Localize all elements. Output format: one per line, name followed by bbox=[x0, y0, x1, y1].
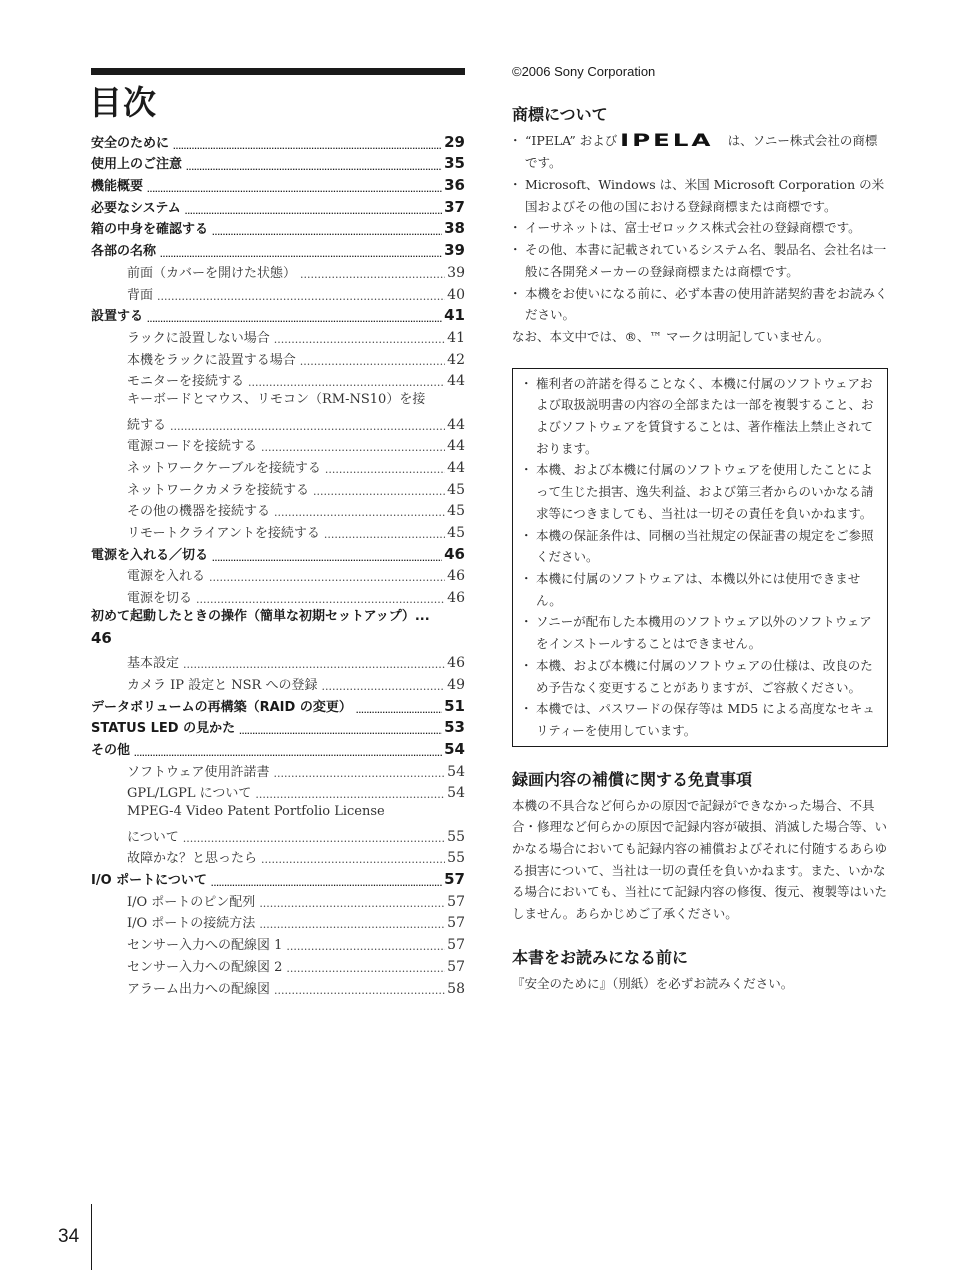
page-number-rule bbox=[91, 1204, 92, 1270]
toc-page-number: 40 bbox=[447, 286, 465, 303]
toc-leader-dots bbox=[248, 376, 445, 389]
toc-page-number: 57 bbox=[444, 870, 465, 889]
toc-page-number: 57 bbox=[447, 958, 465, 975]
notice-item: ・ 本機では、パスワードの保存等は MD5 による高度なセキュリティーを使用しています。 bbox=[523, 698, 879, 741]
toc-entry-title: について bbox=[127, 829, 179, 845]
toc-entry bbox=[91, 476, 465, 498]
toc-page-number: 54 bbox=[447, 785, 465, 802]
toc-page-number: 46 bbox=[444, 544, 465, 563]
table-of-contents bbox=[91, 68, 465, 997]
toc-page-number: 55 bbox=[447, 828, 465, 845]
toc-leader-dots bbox=[321, 680, 445, 693]
trademark-item-ipela: ・ “IPELA” および IPELA は、ソニー株式会社の商標です。 bbox=[512, 130, 888, 174]
toc-entry-title: 安全のために bbox=[91, 135, 170, 151]
toc-entry bbox=[91, 346, 465, 368]
toc-title: 目次 bbox=[89, 83, 157, 122]
toc-page-number: 41 bbox=[447, 329, 465, 346]
toc-entry bbox=[91, 411, 465, 433]
toc-entry bbox=[91, 866, 465, 888]
toc-page-number: 53 bbox=[444, 718, 465, 737]
before-reading-heading: 本書をお読みになる前に bbox=[512, 947, 689, 967]
toc-leader-dots bbox=[185, 208, 442, 216]
toc-leader-dots bbox=[324, 528, 445, 541]
toc-leader-dots bbox=[261, 441, 445, 454]
toc-entry bbox=[91, 172, 465, 194]
toc-entry bbox=[91, 584, 465, 606]
toc-entry-title: 本機をラックに設置する場合 bbox=[127, 352, 296, 368]
toc-page-number: 44 bbox=[447, 438, 465, 455]
toc-page-number: 57 bbox=[447, 893, 465, 910]
notice-box bbox=[512, 368, 888, 747]
toc-entry bbox=[91, 780, 465, 802]
toc-list bbox=[91, 129, 465, 997]
before-reading-body: 『安全のために』（別紙）を必ずお読みください。 bbox=[512, 975, 794, 991]
toc-entry-title: ネットワークケーブルを接続する bbox=[127, 461, 321, 476]
notice-item: ・ 権利者の許諾を得ることなく、本機に付属のソフトウェアおよび取扱説明書の内容の全部または一部を複製すること、およびソフトウェアを賃貸することは、著作権法上禁止されております。 bbox=[523, 373, 879, 460]
toc-leader-dots bbox=[300, 268, 445, 281]
toc-entry-title: カメラ IP 設定と NSR への登録 bbox=[127, 677, 318, 693]
toc-page-number: 44 bbox=[447, 416, 465, 433]
ipela-logo: IPELA bbox=[620, 130, 714, 151]
toc-entry bbox=[91, 823, 465, 845]
toc-leader-dots bbox=[157, 290, 445, 303]
toc-entry bbox=[91, 216, 465, 238]
disclaimer-body: 本機の不具合など何らかの原因で記録ができなかった場合、不具合・修理など何らかの原因で記録内容が破損、消滅した場合等、いかなる場合においても記録内容の補償およびそれに付随するあらゆる損害について、当社は一切の責任を負いかねます。また、いかなる場合においても、当社にて記録内容の修復、復元、複製等はいたしません。あらかじめご了承ください。 bbox=[512, 797, 888, 922]
toc-entry-title: 必要なシステム bbox=[91, 200, 181, 216]
toc-leader-dots bbox=[147, 316, 442, 324]
toc-page-number: 46 bbox=[447, 655, 465, 672]
toc-leader-dots bbox=[259, 897, 445, 910]
toc-entry-title: 電源を入れる bbox=[127, 569, 206, 585]
trademark-item: ・ その他、本書に記載されているシステム名、製品名、会社名は一般に各開発メーカーの登録商標または商標です。 bbox=[512, 239, 888, 282]
toc-leader-dots bbox=[286, 940, 445, 953]
toc-page-number: 39 bbox=[447, 264, 465, 281]
toc-leader-dots bbox=[186, 164, 442, 172]
toc-page-number: 46 bbox=[91, 628, 112, 647]
toc-entry bbox=[91, 324, 465, 346]
toc-leader-dots bbox=[196, 593, 445, 606]
toc-leader-dots bbox=[356, 707, 442, 715]
toc-page-number: 39 bbox=[444, 241, 465, 260]
toc-entry-title: 各部の名称 bbox=[91, 244, 157, 260]
toc-entry bbox=[91, 650, 465, 672]
toc-page-number: 36 bbox=[444, 176, 465, 195]
notice-list bbox=[523, 373, 879, 742]
copyright: ©2006 Sony Corporation bbox=[512, 64, 656, 79]
toc-leader-dots bbox=[286, 962, 445, 975]
toc-page-number: 55 bbox=[447, 850, 465, 867]
toc-entry-title: 電源を切る bbox=[127, 591, 193, 607]
disclaimer-heading: 録画内容の補償に関する免責事項 bbox=[512, 769, 753, 789]
toc-leader-dots bbox=[325, 463, 445, 476]
toc-leader-dots bbox=[274, 506, 445, 519]
trademark-item: ・ イーサネットは、富士ゼロックス株式会社の登録商標です。 bbox=[512, 217, 888, 239]
toc-entry-title: 基本設定 bbox=[127, 656, 180, 672]
toc-entry-title: リモートクライアントを接続する bbox=[127, 526, 320, 542]
trademark-item: ・ 本機をお使いになる前に、必ず本書の使用許諾契約書をお読みください。 bbox=[512, 283, 888, 326]
toc-leader-dots bbox=[274, 984, 445, 997]
toc-leader-dots bbox=[313, 485, 445, 498]
toc-entry-title: GPL/LGPL について bbox=[127, 786, 252, 802]
toc-page-number: 54 bbox=[447, 763, 465, 780]
toc-entry bbox=[91, 151, 465, 173]
toc-entry bbox=[91, 194, 465, 216]
toc-leader-dots bbox=[212, 555, 442, 563]
toc-leader-dots bbox=[147, 186, 442, 194]
notice-item: ・ ソニーが配布した本機用のソフトウェア以外のソフトウェアをインストールすることはできません。 bbox=[523, 611, 879, 654]
toc-leader-dots bbox=[183, 832, 445, 845]
toc-page-number: 54 bbox=[444, 739, 465, 758]
page-number: 34 bbox=[58, 1226, 80, 1247]
toc-entry bbox=[91, 563, 465, 585]
toc-leader-dots bbox=[239, 728, 442, 736]
toc-entry bbox=[91, 693, 465, 715]
toc-page-number: 57 bbox=[447, 915, 465, 932]
toc-entry bbox=[91, 845, 465, 867]
toc-entry-title: I/O ポートについて bbox=[91, 873, 207, 889]
toc-page-number: 51 bbox=[444, 696, 465, 715]
toc-entry bbox=[91, 715, 465, 737]
toc-entry-title: センサー入力への配線図 2 bbox=[127, 959, 283, 975]
toc-entry-title: センサー入力への配線図 1 bbox=[127, 938, 283, 954]
toc-entry bbox=[91, 888, 465, 910]
toc-page-number: 29 bbox=[444, 132, 465, 151]
toc-entry bbox=[91, 910, 465, 932]
toc-entry: MPEG-4 Video Patent Portfolio License bbox=[127, 804, 385, 820]
toc-leader-dots bbox=[274, 333, 445, 346]
toc-entry bbox=[91, 259, 465, 281]
toc-entry-title: 箱の中身を確認する bbox=[91, 222, 209, 238]
toc-top-rule bbox=[91, 68, 465, 75]
toc-page-number: 58 bbox=[447, 980, 465, 997]
toc-entry-title: 機能概要 bbox=[91, 179, 144, 195]
toc-page-number: 46 bbox=[447, 590, 465, 607]
toc-leader-dots bbox=[211, 880, 442, 888]
toc-entry-title: 故障かな？と思ったら bbox=[127, 851, 258, 867]
toc-entry bbox=[91, 931, 465, 953]
toc-entry: キーボードとマウス、リモコン（RM-NS10）を接 bbox=[127, 392, 426, 408]
toc-leader-dots bbox=[273, 767, 445, 780]
toc-entry bbox=[91, 433, 465, 455]
toc-leader-dots bbox=[255, 788, 445, 801]
toc-entry-title: 電源を入れる／切る bbox=[91, 547, 209, 563]
toc-entry-title: ネットワークカメラを接続する bbox=[127, 482, 310, 498]
toc-page-number: 38 bbox=[444, 219, 465, 238]
toc-page-number: 41 bbox=[444, 306, 465, 325]
toc-entry-title: 続する bbox=[127, 417, 167, 433]
toc-entry-title: STATUS LED の見かた bbox=[91, 721, 236, 737]
toc-entry-title: モニターを接続する bbox=[127, 374, 245, 390]
toc-page-number: 44 bbox=[447, 373, 465, 390]
toc-entry bbox=[91, 671, 465, 693]
toc-entry bbox=[91, 368, 465, 390]
toc-entry bbox=[91, 758, 465, 780]
toc-entry: 初めて起動したときの操作（簡単な初期セットアップ）... bbox=[91, 609, 430, 625]
toc-leader-dots bbox=[173, 143, 442, 151]
toc-leader-dots bbox=[170, 420, 445, 433]
notice-item: ・ 本機、および本機に付属のソフトウェアを使用したことによって生じた損害、逸失利益、および第三者からのいかなる請求等につきましても、当社は一切その責任を負いかねます。 bbox=[523, 459, 879, 524]
toc-leader-dots bbox=[183, 658, 445, 671]
toc-entry bbox=[91, 454, 465, 476]
toc-entry bbox=[91, 519, 465, 541]
toc-leader-dots bbox=[209, 571, 445, 584]
trademarks-list bbox=[512, 130, 888, 326]
toc-page-number: 35 bbox=[444, 154, 465, 173]
toc-entry-title: ラックに設置しない場合 bbox=[127, 330, 270, 346]
toc-entry-title: 前面（カバーを開けた状態） bbox=[127, 265, 297, 281]
toc-entry-title: 電源コードを接続する bbox=[127, 439, 258, 455]
toc-entry bbox=[91, 953, 465, 975]
toc-page-number: 49 bbox=[447, 676, 465, 693]
notice-item: ・ 本機、および本機に付属のソフトウェアの仕様は、改良のため予告なく変更することがありますが、ご容赦ください。 bbox=[523, 655, 879, 698]
toc-entry bbox=[91, 303, 465, 325]
toc-entry bbox=[91, 129, 465, 151]
toc-page-number: 46 bbox=[447, 568, 465, 585]
toc-page-number: 45 bbox=[447, 503, 465, 520]
toc-leader-dots bbox=[259, 918, 445, 931]
toc-entry-title: 設置する bbox=[91, 309, 144, 325]
toc-leader-dots bbox=[134, 750, 442, 758]
toc-entry bbox=[91, 736, 465, 758]
toc-entry-title: 背面 bbox=[127, 287, 154, 303]
trademarks-heading: 商標について bbox=[512, 105, 608, 124]
toc-entry bbox=[91, 237, 465, 259]
toc-leader-dots bbox=[212, 229, 442, 237]
toc-entry bbox=[91, 281, 465, 303]
toc-entry-title: アラーム出力への配線図 bbox=[127, 981, 271, 997]
toc-entry bbox=[91, 975, 465, 997]
toc-entry-title: I/O ポートの接続方法 bbox=[127, 916, 256, 932]
toc-page-number: 44 bbox=[447, 460, 465, 476]
toc-entry-title: ソフトウェア使用許諾書 bbox=[127, 764, 270, 780]
trademark-note: なお、本文中では、®、™ マークは明記していません。 bbox=[512, 328, 830, 344]
notice-item: ・ 本機の保証条件は、同梱の当社規定の保証書の規定をご参照ください。 bbox=[523, 525, 879, 568]
toc-page-number: 45 bbox=[447, 525, 465, 542]
trademark-item: ・ Microsoft、Windows は、米国 Microsoft Corporation の米国およびその他の国における登録商標または商標です。 bbox=[512, 174, 888, 217]
toc-entry-title: 使用上のご注意 bbox=[91, 157, 183, 173]
toc-entry-title: データボリュームの再構築（RAID の変更） bbox=[91, 699, 352, 715]
toc-leader-dots bbox=[160, 251, 442, 259]
toc-entry-title: I/O ポートのピン配列 bbox=[127, 894, 256, 910]
toc-leader-dots bbox=[261, 853, 445, 866]
toc-entry-title: その他 bbox=[91, 742, 131, 758]
toc-page-number: 57 bbox=[447, 937, 465, 954]
toc-entry bbox=[91, 541, 465, 563]
toc-entry-title: その他の機器を接続する bbox=[127, 504, 271, 520]
right-column bbox=[512, 64, 888, 995]
toc-page-number: 45 bbox=[447, 481, 465, 498]
toc-leader-dots bbox=[300, 355, 445, 368]
toc-entry bbox=[91, 498, 465, 520]
toc-page-number: 37 bbox=[444, 197, 465, 216]
notice-item: ・ 本機に付属のソフトウェアは、本機以外には使用できません。 bbox=[523, 568, 879, 611]
toc-page-number: 42 bbox=[447, 351, 465, 368]
